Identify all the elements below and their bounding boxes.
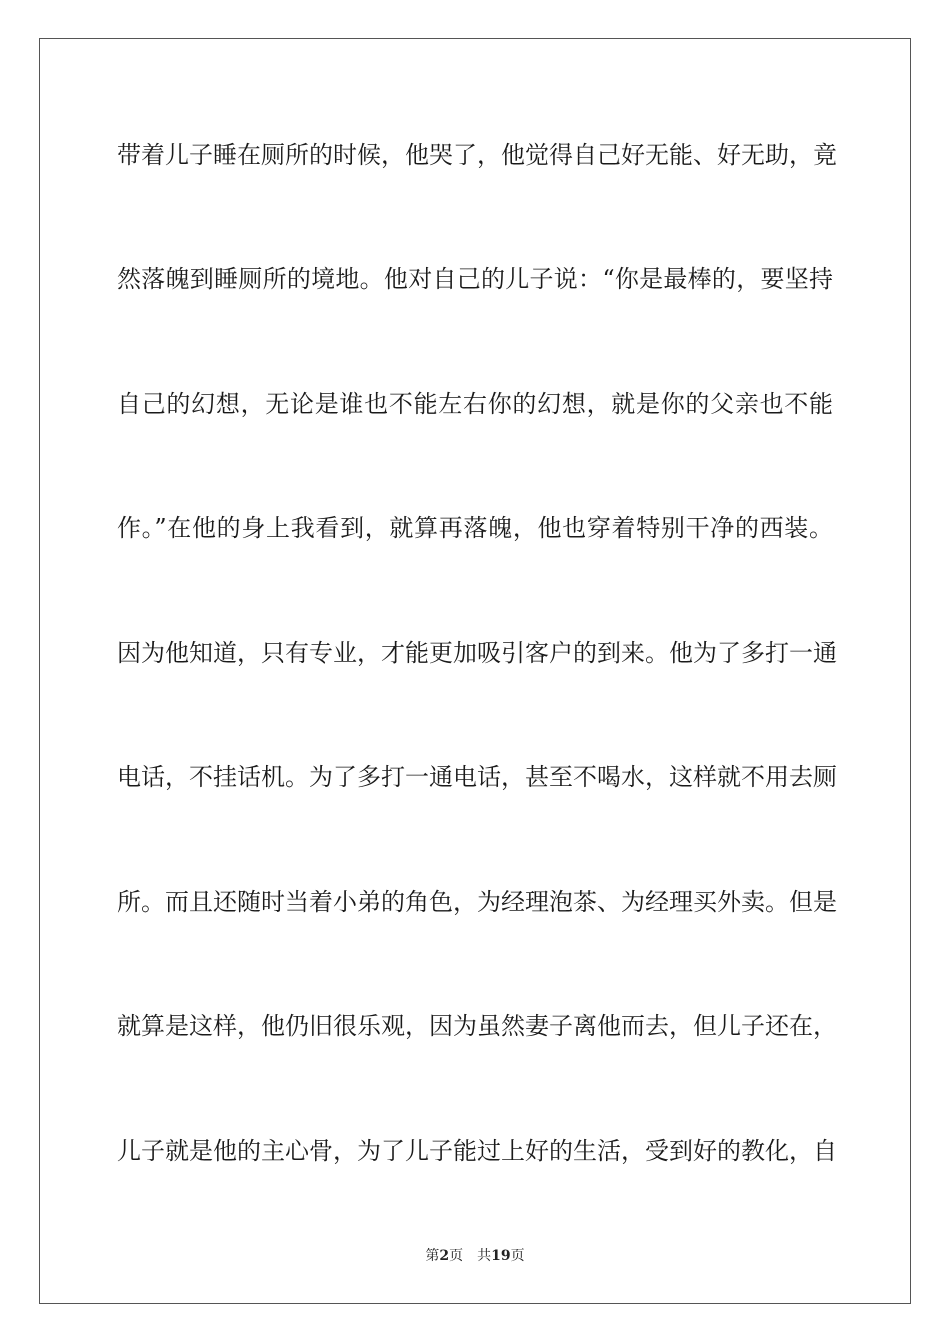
total-prefix: 共 bbox=[477, 1248, 492, 1264]
text-line: 所。而且还随时当着小弟的角色，为经理泡茶、为经理买外卖。但是 bbox=[117, 888, 837, 916]
text-line: 儿子就是他的主心骨，为了儿子能过上好的生活，受到好的教化，自 bbox=[117, 1137, 837, 1165]
text-line: 作。”在他的身上我看到，就算再落魄，他也穿着特别干净的西装。 bbox=[117, 514, 833, 542]
text-line: 就算是这样，他仍旧很乐观，因为虽然妻子离他而去，但儿子还在， bbox=[117, 1012, 837, 1040]
text-line: 带着儿子睡在厕所的时候，他哭了，他觉得自己好无能、好无助，竟 bbox=[117, 141, 837, 169]
total-page-count: 19 bbox=[491, 1248, 511, 1264]
page-prefix: 第 bbox=[425, 1248, 440, 1264]
text-line: 因为他知道，只有专业，才能更加吸引客户的到来。他为了多打一通 bbox=[117, 639, 837, 667]
total-suffix: 页 bbox=[510, 1248, 525, 1264]
page-total bbox=[477, 1248, 524, 1264]
page-suffix: 页 bbox=[449, 1248, 464, 1264]
text-line: 然落魄到睡厕所的境地。他对自己的儿子说：“你是最棒的，要坚持 bbox=[117, 265, 833, 293]
text-line: 自己的幻想，无论是谁也不能左右你的幻想，就是你的父亲也不能 bbox=[117, 390, 833, 418]
page-border bbox=[39, 38, 911, 1304]
current-page-number: 2 bbox=[439, 1248, 450, 1264]
text-line: 电话，不挂话机。为了多打一通电话，甚至不喝水，这样就不用去厕 bbox=[117, 763, 837, 791]
page-footer bbox=[0, 1247, 950, 1265]
page-number bbox=[425, 1248, 463, 1264]
